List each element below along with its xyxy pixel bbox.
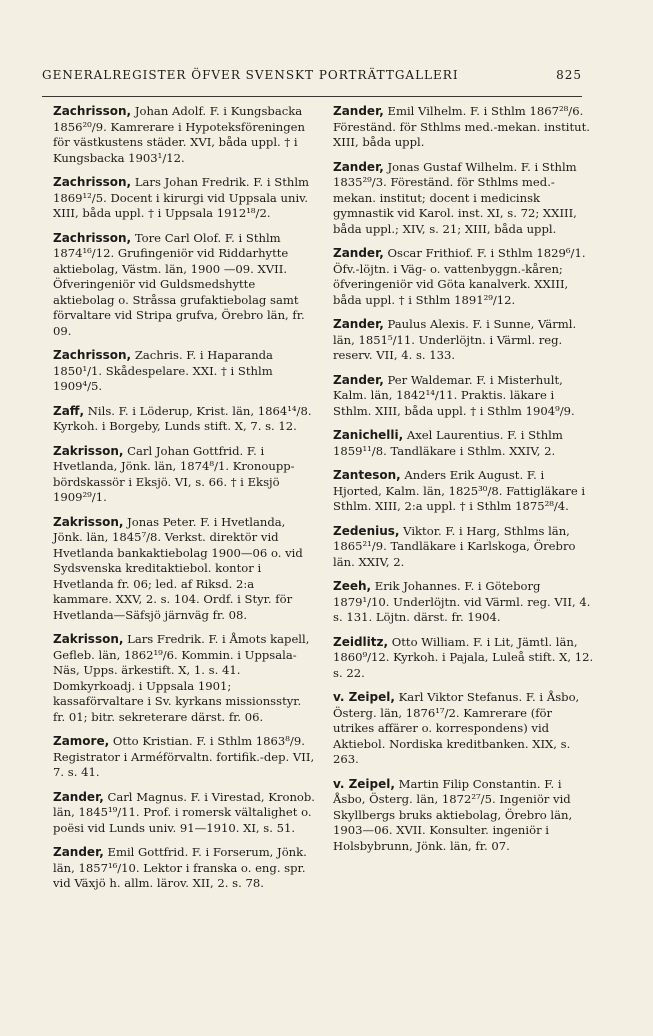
entry-text: Emil Gottfrid. F. i Forserum, Jönk. län, 1857¹⁶/10. Lektor i franska o. eng. spr. vid Växjö h. allm. lärov. XII, 2. s. 78. [53,845,307,890]
register-entry [333,635,595,682]
entry-name: v. Zeipel, [333,690,395,704]
register-entry [53,790,315,837]
entry-text: Otto William. F. i Lit, Jämtl. län, 1860⁹/12. Kyrkoh. i Pajala, Luleå stift. X, 12. s. 22. [333,634,594,680]
entry-text: Jonas Peter. F. i Hvetlanda, Jönk. län, 1845⁷/8. Verkst. direktör vid Hvetlanda bankaktiebolag 1900—06 o. vid Sydsvenska kreditaktiebol. kontor i Hvetlanda fr. 06; led. af Riksd. 2:a kammare. XXV, 2. s. 104. Ordf. i Styr. för Hvetlanda—Säfsjö järnväg fr. 08. [53,514,303,622]
entry-text: Erik Johannes. F. i Göteborg 1879¹/10. Underlöjtn. vid Värml. reg. VII, 4. s. 131. Löjtn. därst. fr. 1904. [333,579,591,624]
entry-text: Per Waldemar. F. i Misterhult, Kalm. län, 1842¹⁴/11. Praktis. läkare i Sthlm. XIII, båda uppl. † i Sthlm 1904⁹/9. [333,372,575,418]
entry-text: Oscar Frithiof. F. i Sthlm 1829⁶/1. Öfv.-löjtn. i Väg- o. vattenbyggn.-kåren; öfveringeniör vid Göta kanalverk. XXIII, båda uppl. † i Sthlm 1891²⁹/12. [333,246,586,307]
entry-name: Zedenius, [333,523,400,538]
entry-name: Zander, [333,246,384,260]
entry-text: Karl Viktor Stefanus. F. i Åsbo, Österg. län, 1876¹⁷/2. Kamrerare (för utrikes affärer o. korrespondens) vid Aktiebol. Nordiska kreditbanken. XIX, s. 263. [333,690,580,766]
entry-name: v. Zeipel, [333,776,395,791]
register-entry [333,160,595,238]
entry-name: Zachrisson, [53,104,132,118]
register-entry [333,246,595,308]
entry-text: Zachris. F. i Haparanda 1850¹/1. Skådespelare. XXI. † i Sthlm 1909⁴/5. [53,348,273,393]
entry-text: Nils. F. i Löderup, Krist. län, 1864¹⁴/8. Kyrkoh. i Borgeby, Lunds stift. X, 7. s. 12. [53,403,312,433]
entry-name: Zachrisson, [53,175,132,189]
register-entry [53,515,315,624]
register-entry [53,404,315,435]
register-entry [53,734,315,781]
entry-name: Zanteson, [333,468,401,482]
entry-text: Carl Johan Gottfrid. F. i Hvetlanda, Jönk. län, 1874⁸/1. Kronouppbördskassör i Eksjö. VI, s. 66. † i Eksjö 1909²⁹/1. [53,443,295,504]
entry-text: Emil Vilhelm. F. i Sthlm 1867²⁸/6. Föreständ. för Sthlms med.-mekan. institut. XIII, båda uppl. [333,104,590,149]
entry-name: Zakrisson, [53,514,124,529]
entry-text: Lars Fredrik. F. i Åmots kapell, Gefleb. län, 1862¹⁹/6. Kommin. i Uppsala-Näs, Upps. ärkestift. X, 1. s. 41. Domkyrkoadj. i Uppsala 1901; kassaförvaltare i Sv. kyrkans missionsstyr. fr. 01; bitr. sekreterare därst. fr. 06. [53,632,310,724]
register-entry [333,317,595,364]
register-entry [53,444,315,506]
register-entry [53,845,315,892]
entry-name: Zander, [333,104,384,118]
entry-name: Zeeh, [333,579,372,593]
entry-text: Carl Magnus. F. i Virestad, Kronob. län, 1845¹⁹/11. Prof. i romersk vältalighet o. poësi vid Lunds univ. 91—1910. XI, s. 51. [53,789,315,835]
entry-text: Lars Johan Fredrik. F. i Sthlm 1869¹²/5. Docent i kirurgi vid Uppsala univ. XIII, båda uppl. † i Uppsala 1912¹⁸/2. [53,175,310,220]
entry-name: Zachrisson, [53,230,132,245]
register-entry [333,777,595,855]
register-entry [333,468,595,515]
register-entry [53,175,315,222]
left-column [53,104,315,901]
running-header [42,68,582,82]
register-entry [333,690,595,768]
right-column [333,104,595,863]
entry-name: Zeidlitz, [333,634,389,649]
entry-name: Zander, [333,159,384,174]
register-entry [333,104,595,151]
entry-text: Viktor. F. i Harg, Sthlms län, 1865²¹/9. Tandläkare i Karlskoga, Örebro län. XXIV, 2. [333,523,576,569]
register-entry [53,104,315,166]
entry-name: Zakrisson, [53,632,124,646]
entry-name: Zachrisson, [53,348,132,362]
header-rule [42,96,582,97]
entry-name: Zander, [333,317,384,331]
entry-name: Zander, [333,372,384,387]
entry-text: Tore Carl Olof. F. i Sthlm 1874¹⁶/12. Grufingeniör vid Riddarhytte aktiebolag, Västm. län, 1900 —09. XVII. Öfveringeniör vid Guldsmedshytte aktiebolag o. Stråssa grufaktiebolag samt förvaltare vid Stripa grufva, Örebro län, fr. 09. [53,230,305,338]
entry-text: Otto Kristian. F. i Sthlm 1863⁸/9. Registrator i Arméförvaltn. fortifik.-dep. VII, 7. s. 41. [53,734,315,779]
register-entry [53,348,315,395]
register-entry [333,428,595,459]
entry-name: Zakrisson, [53,443,124,458]
register-entry [53,231,315,340]
entry-name: Zaff, [53,403,85,418]
entry-text: Jonas Gustaf Wilhelm. F. i Sthlm 1835²⁹/3. Föreständ. för Sthlms med.-mekan. institut; docent i medicinsk gymnastik vid Karol. inst. XI, s. 72; XXIII, båda uppl.; XIV, s. 21; XIII, båda uppl. [333,159,577,236]
entry-text: Martin Filip Constantin. F. i Åsbo, Österg. län, 1872²⁷/5. Ingeniör vid Skyllbergs bruks aktiebolag, Örebro län, 1903—06. XVII. Konsulter. ingeniör i Holsbybrunn, Jönk. län, fr. 07. [333,776,573,853]
entry-name: Zanichelli, [333,428,404,442]
register-entry [333,373,595,420]
entry-name: Zander, [53,789,104,804]
entry-name: Zamore, [53,734,110,748]
register-entry [53,632,315,725]
register-entry [333,524,595,571]
entry-name: Zander, [53,845,104,859]
entry-text: Axel Laurentius. F. i Sthlm 1859¹¹/8. Tandläkare i Sthlm. XXIV, 2. [333,428,563,458]
entry-text: Anders Erik August. F. i Hjorted, Kalm. län, 1825³⁰/8. Fattigläkare i Sthlm. XIII, 2:a uppl. † i Sthlm 1875²⁸/4. [333,468,586,513]
header-title: GENERALREGISTER ÖFVER SVENSKT PORTRÄTTGALLERI [42,68,459,82]
page-number: 825 [556,68,582,82]
entry-text: Paulus Alexis. F. i Sunne, Värml. län, 1851⁵/11. Underlöjtn. i Värml. reg. reserv. VII, 4. s. 133. [333,317,577,362]
entry-text: Johan Adolf. F. i Kungsbacka 1856²⁰/9. Kamrerare i Hypoteksföreningen för västkustens städer. XVI, båda uppl. † i Kungsbacka 1903¹/12. [53,104,305,165]
register-entry [333,579,595,626]
